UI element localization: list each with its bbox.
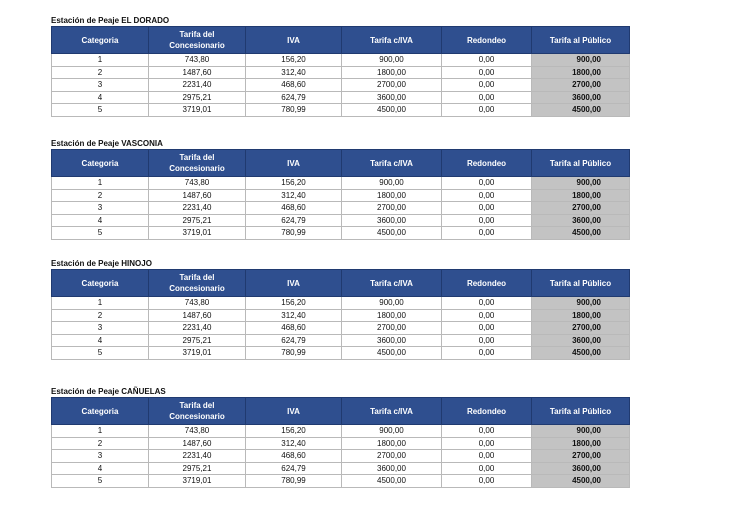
header-tarifa-civa-text: Tarifa c/IVA: [370, 278, 413, 288]
cell-categoria: 4: [52, 462, 149, 475]
table-row: [52, 227, 630, 240]
table-row: [52, 214, 630, 227]
table-row: [52, 177, 630, 190]
header-tarifa-civa-text: Tarifa c/IVA: [370, 158, 413, 168]
cell-tarifa-publico: 3600,00: [532, 462, 630, 475]
cell-iva: 156,20: [246, 297, 342, 310]
header-redondeo-text: Redondeo: [466, 278, 507, 288]
cell-tarifa-publico: 4500,00: [532, 227, 630, 240]
tariff-table: [51, 269, 630, 360]
tariff-table: [51, 397, 630, 488]
cell-redondeo: 0,00: [442, 462, 532, 475]
cell-tarifa-civa: 1800,00: [342, 66, 442, 79]
header-tarifa-concesionario: [149, 150, 246, 177]
header-tarifa-publico-text: Tarifa al Público: [549, 278, 612, 288]
header-categoria: [52, 270, 149, 297]
header-iva: [246, 27, 342, 54]
station-title: Estación de Peaje HINOJO: [51, 259, 152, 268]
cell-tarifa-civa: 2700,00: [342, 450, 442, 463]
table-row: [52, 104, 630, 117]
cell-categoria: 3: [52, 450, 149, 463]
header-redondeo-text: Redondeo: [466, 406, 507, 416]
cell-categoria: 1: [52, 297, 149, 310]
cell-iva: 312,40: [246, 66, 342, 79]
cell-tarifa-publico: 1800,00: [532, 437, 630, 450]
cell-tarifa-publico: 900,00: [532, 177, 630, 190]
cell-tarifa-publico: 2700,00: [532, 79, 630, 92]
station-section: [51, 16, 631, 117]
header-tarifa-concesionario-text: Tarifa del: [179, 273, 215, 282]
station-title: Estación de Peaje CAÑUELAS: [51, 387, 166, 396]
table-row: [52, 54, 630, 67]
cell-redondeo: 0,00: [442, 425, 532, 438]
cell-redondeo: 0,00: [442, 437, 532, 450]
cell-tarifa-publico: 900,00: [532, 297, 630, 310]
table-row: [52, 79, 630, 92]
cell-tarifa-civa: 900,00: [342, 177, 442, 190]
cell-tarifa-civa: 4500,00: [342, 227, 442, 240]
station-title: Estación de Peaje VASCONIA: [51, 139, 163, 148]
cell-tarifa-civa: 900,00: [342, 54, 442, 67]
header-categoria: [52, 398, 149, 425]
cell-tarifa-civa: 3600,00: [342, 462, 442, 475]
cell-iva: 468,60: [246, 202, 342, 215]
cell-tarifa-publico: 3600,00: [532, 214, 630, 227]
cell-iva: 312,40: [246, 437, 342, 450]
cell-tarifa-concesionario: 2231,40: [149, 450, 246, 463]
header-tarifa-civa: [342, 150, 442, 177]
table-row: [52, 202, 630, 215]
header-iva: [246, 150, 342, 177]
cell-iva: 312,40: [246, 189, 342, 202]
cell-tarifa-civa: 3600,00: [342, 214, 442, 227]
header-tarifa-publico-text: Tarifa al Público: [549, 35, 612, 45]
cell-tarifa-concesionario: 2975,21: [149, 214, 246, 227]
cell-tarifa-publico: 4500,00: [532, 104, 630, 117]
header-redondeo: [442, 398, 532, 425]
header-tarifa-civa: [342, 398, 442, 425]
cell-tarifa-publico: 2700,00: [532, 450, 630, 463]
table-row: [52, 189, 630, 202]
cell-tarifa-civa: 900,00: [342, 297, 442, 310]
cell-redondeo: 0,00: [442, 66, 532, 79]
cell-tarifa-concesionario: 743,80: [149, 297, 246, 310]
header-iva: [246, 398, 342, 425]
cell-redondeo: 0,00: [442, 91, 532, 104]
cell-categoria: 5: [52, 347, 149, 360]
table-row: [52, 347, 630, 360]
table-row: [52, 475, 630, 488]
header-redondeo: [442, 150, 532, 177]
station-title: Estación de Peaje EL DORADO: [51, 16, 170, 25]
cell-iva: 156,20: [246, 54, 342, 67]
header-tarifa-concesionario-text: Tarifa del: [179, 401, 215, 410]
header-categoria-text: Categoria: [81, 35, 119, 45]
station-section: [51, 387, 631, 488]
cell-redondeo: 0,00: [442, 347, 532, 360]
table-row: [52, 462, 630, 475]
header-tarifa-publico-text: Tarifa al Público: [549, 158, 612, 168]
table-header-row: [52, 150, 630, 177]
cell-tarifa-civa: 1800,00: [342, 189, 442, 202]
header-tarifa-concesionario-text: Tarifa del: [179, 30, 215, 39]
cell-redondeo: 0,00: [442, 79, 532, 92]
cell-categoria: 1: [52, 425, 149, 438]
cell-iva: 780,99: [246, 227, 342, 240]
header-categoria: [52, 27, 149, 54]
cell-iva: 468,60: [246, 322, 342, 335]
cell-tarifa-concesionario: 743,80: [149, 54, 246, 67]
cell-tarifa-concesionario: 743,80: [149, 177, 246, 190]
header-tarifa-publico: [532, 27, 630, 54]
cell-tarifa-concesionario: 1487,60: [149, 189, 246, 202]
header-iva-text: IVA: [287, 158, 300, 168]
cell-categoria: 5: [52, 104, 149, 117]
cell-categoria: 4: [52, 334, 149, 347]
cell-tarifa-civa: 4500,00: [342, 475, 442, 488]
cell-tarifa-concesionario: 1487,60: [149, 437, 246, 450]
cell-tarifa-concesionario: 2231,40: [149, 322, 246, 335]
header-tarifa-concesionario-text: Tarifa del: [179, 153, 215, 162]
cell-iva: 780,99: [246, 104, 342, 117]
cell-iva: 780,99: [246, 347, 342, 360]
cell-categoria: 3: [52, 322, 149, 335]
header-tarifa-concesionario-text: Concesionario: [169, 164, 225, 173]
cell-redondeo: 0,00: [442, 214, 532, 227]
cell-tarifa-concesionario: 3719,01: [149, 347, 246, 360]
table-header-row: [52, 27, 630, 54]
cell-redondeo: 0,00: [442, 475, 532, 488]
header-redondeo: [442, 27, 532, 54]
header-tarifa-concesionario-text: Concesionario: [169, 284, 225, 293]
cell-categoria: 1: [52, 54, 149, 67]
header-tarifa-concesionario-text: Concesionario: [169, 412, 225, 421]
cell-tarifa-concesionario: 2975,21: [149, 462, 246, 475]
station-section: [51, 139, 631, 240]
cell-tarifa-publico: 4500,00: [532, 475, 630, 488]
cell-tarifa-concesionario: 3719,01: [149, 227, 246, 240]
cell-tarifa-publico: 900,00: [532, 54, 630, 67]
cell-categoria: 2: [52, 437, 149, 450]
tariff-table: [51, 26, 630, 117]
header-tarifa-concesionario-text: Concesionario: [169, 41, 225, 50]
header-tarifa-civa: [342, 270, 442, 297]
cell-categoria: 2: [52, 309, 149, 322]
cell-tarifa-concesionario: 3719,01: [149, 475, 246, 488]
cell-iva: 468,60: [246, 79, 342, 92]
header-tarifa-concesionario: [149, 27, 246, 54]
tariff-table: [51, 149, 630, 240]
cell-tarifa-publico: 3600,00: [532, 91, 630, 104]
cell-tarifa-publico: 1800,00: [532, 189, 630, 202]
header-tarifa-civa-text: Tarifa c/IVA: [370, 35, 413, 45]
cell-tarifa-concesionario: 2975,21: [149, 91, 246, 104]
cell-tarifa-civa: 2700,00: [342, 79, 442, 92]
header-categoria-text: Categoria: [81, 406, 119, 416]
cell-tarifa-publico: 2700,00: [532, 202, 630, 215]
cell-redondeo: 0,00: [442, 177, 532, 190]
cell-tarifa-civa: 4500,00: [342, 104, 442, 117]
cell-tarifa-publico: 2700,00: [532, 322, 630, 335]
cell-tarifa-civa: 3600,00: [342, 91, 442, 104]
cell-iva: 624,79: [246, 462, 342, 475]
cell-tarifa-publico: 1800,00: [532, 309, 630, 322]
cell-tarifa-civa: 1800,00: [342, 437, 442, 450]
cell-redondeo: 0,00: [442, 450, 532, 463]
header-categoria: [52, 150, 149, 177]
cell-tarifa-civa: 1800,00: [342, 309, 442, 322]
header-tarifa-publico: [532, 150, 630, 177]
cell-tarifa-concesionario: 2231,40: [149, 79, 246, 92]
cell-redondeo: 0,00: [442, 202, 532, 215]
cell-redondeo: 0,00: [442, 104, 532, 117]
cell-redondeo: 0,00: [442, 54, 532, 67]
header-redondeo: [442, 270, 532, 297]
cell-iva: 624,79: [246, 334, 342, 347]
cell-tarifa-concesionario: 1487,60: [149, 66, 246, 79]
cell-tarifa-civa: 2700,00: [342, 202, 442, 215]
header-redondeo-text: Redondeo: [466, 35, 507, 45]
cell-categoria: 3: [52, 202, 149, 215]
cell-categoria: 3: [52, 79, 149, 92]
header-tarifa-publico: [532, 270, 630, 297]
cell-categoria: 4: [52, 91, 149, 104]
cell-tarifa-civa: 900,00: [342, 425, 442, 438]
table-row: [52, 334, 630, 347]
cell-tarifa-concesionario: 1487,60: [149, 309, 246, 322]
header-iva-text: IVA: [287, 278, 300, 288]
header-tarifa-civa: [342, 27, 442, 54]
header-iva-text: IVA: [287, 406, 300, 416]
header-tarifa-civa-text: Tarifa c/IVA: [370, 406, 413, 416]
table-row: [52, 297, 630, 310]
cell-redondeo: 0,00: [442, 334, 532, 347]
header-tarifa-publico-text: Tarifa al Público: [549, 406, 612, 416]
cell-tarifa-civa: 2700,00: [342, 322, 442, 335]
table-row: [52, 322, 630, 335]
cell-redondeo: 0,00: [442, 322, 532, 335]
cell-iva: 624,79: [246, 214, 342, 227]
cell-categoria: 2: [52, 189, 149, 202]
cell-iva: 312,40: [246, 309, 342, 322]
cell-iva: 156,20: [246, 425, 342, 438]
cell-categoria: 2: [52, 66, 149, 79]
table-row: [52, 309, 630, 322]
table-row: [52, 437, 630, 450]
header-tarifa-publico: [532, 398, 630, 425]
cell-tarifa-publico: 900,00: [532, 425, 630, 438]
cell-tarifa-concesionario: 2975,21: [149, 334, 246, 347]
cell-redondeo: 0,00: [442, 309, 532, 322]
table-row: [52, 450, 630, 463]
cell-tarifa-concesionario: 743,80: [149, 425, 246, 438]
cell-tarifa-concesionario: 3719,01: [149, 104, 246, 117]
cell-iva: 780,99: [246, 475, 342, 488]
header-categoria-text: Categoria: [81, 158, 119, 168]
cell-tarifa-publico: 4500,00: [532, 347, 630, 360]
cell-tarifa-civa: 3600,00: [342, 334, 442, 347]
cell-redondeo: 0,00: [442, 227, 532, 240]
header-iva-text: IVA: [287, 35, 300, 45]
cell-tarifa-civa: 4500,00: [342, 347, 442, 360]
cell-iva: 624,79: [246, 91, 342, 104]
cell-iva: 156,20: [246, 177, 342, 190]
cell-categoria: 5: [52, 227, 149, 240]
station-section: [51, 259, 631, 360]
cell-redondeo: 0,00: [442, 189, 532, 202]
header-tarifa-concesionario: [149, 270, 246, 297]
table-row: [52, 66, 630, 79]
header-redondeo-text: Redondeo: [466, 158, 507, 168]
cell-iva: 468,60: [246, 450, 342, 463]
cell-redondeo: 0,00: [442, 297, 532, 310]
table-row: [52, 425, 630, 438]
cell-categoria: 1: [52, 177, 149, 190]
cell-categoria: 4: [52, 214, 149, 227]
cell-tarifa-concesionario: 2231,40: [149, 202, 246, 215]
table-row: [52, 91, 630, 104]
cell-categoria: 5: [52, 475, 149, 488]
cell-tarifa-publico: 3600,00: [532, 334, 630, 347]
cell-tarifa-publico: 1800,00: [532, 66, 630, 79]
header-iva: [246, 270, 342, 297]
header-tarifa-concesionario: [149, 398, 246, 425]
table-header-row: [52, 270, 630, 297]
header-categoria-text: Categoria: [81, 278, 119, 288]
table-header-row: [52, 398, 630, 425]
